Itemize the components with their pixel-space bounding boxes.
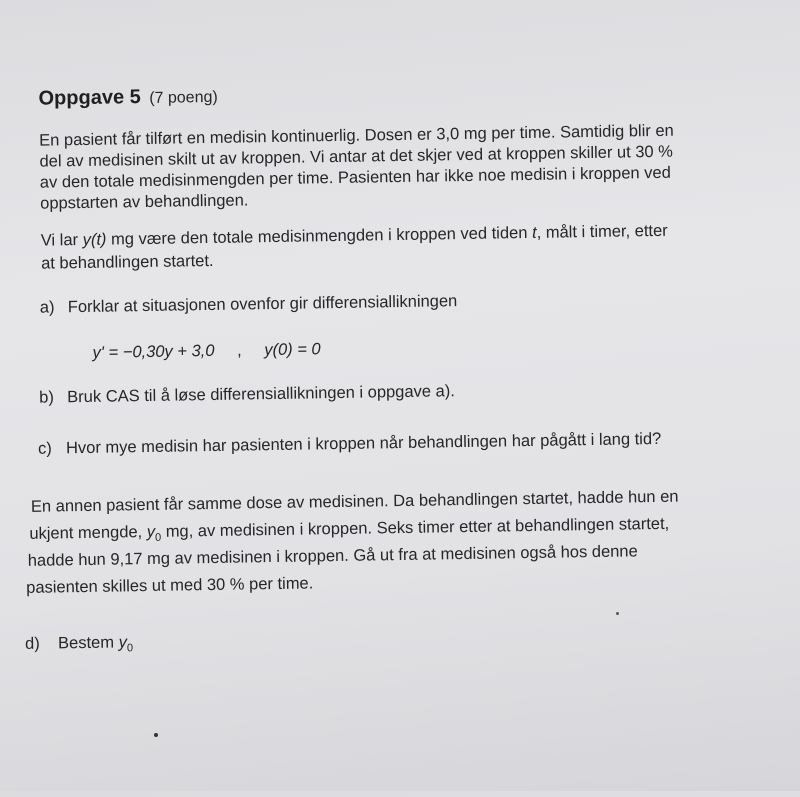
paper-speck bbox=[154, 733, 158, 737]
definition-mid: mg være den totale medisinmengden i kroppen ved tiden bbox=[106, 223, 533, 249]
definition-line-1 bbox=[41, 220, 668, 252]
intro-line-2: del av medisinen skilt ut av kroppen. Vi antar at det skjer ved at kroppen skiller ut 30 % bbox=[39, 142, 674, 171]
definition-pre: Vi lar bbox=[40, 230, 83, 250]
second-line-1: En annen pasient får samme dose av medisinen. Da behandlingen startet, hadde hun en bbox=[30, 487, 679, 516]
second-line-2-pre: ukjent mengde, bbox=[29, 523, 147, 543]
second-line-2-post: mg, av medisinen i kroppen. Seks timer etter at behandlingen startet, bbox=[161, 514, 670, 541]
question-b-text: Bruk CAS til å løse differensiallikningen i oppgave a). bbox=[67, 382, 455, 407]
question-d bbox=[25, 631, 133, 657]
intro-line-3: av den totale medisinmengden per time. Pasienten har ikke noe medisin i kroppen ved bbox=[39, 163, 671, 192]
question-d-sub: 0 bbox=[126, 642, 134, 655]
question-a bbox=[40, 290, 458, 319]
task-title: Oppgave 5 bbox=[38, 86, 141, 110]
definition-line-2: at behandlingen startet. bbox=[40, 251, 214, 273]
equation-separator: , bbox=[236, 341, 242, 360]
question-a-text: Forklar at situasjonen ovenfor gir differensiallikningen bbox=[67, 292, 458, 317]
question-c-label: c) bbox=[37, 439, 52, 458]
paper-speck bbox=[616, 612, 619, 615]
differential-equation bbox=[92, 338, 320, 364]
intro-line-4: oppstarten av behandlingen. bbox=[40, 191, 249, 213]
second-line-3: hadde hun 9,17 mg av medisinen i kroppen. Gå ut fra at medisinen også hos denne bbox=[27, 542, 638, 570]
question-a-label: a) bbox=[39, 298, 55, 317]
definition-post: , målt i timer, etter bbox=[536, 221, 668, 242]
equation-initial: y(0) = 0 bbox=[264, 340, 321, 360]
task-points: (7 poeng) bbox=[149, 88, 218, 107]
second-line-4: pasienten skilles ut med 30 % per time. bbox=[26, 574, 314, 597]
question-b bbox=[39, 380, 455, 409]
question-d-label: d) bbox=[24, 634, 40, 653]
question-c bbox=[38, 428, 662, 460]
question-d-text: Bestem bbox=[57, 633, 119, 653]
second-line-2-var: y bbox=[146, 522, 156, 542]
second-line-2-sub: 0 bbox=[155, 531, 162, 544]
definition-var: y(t) bbox=[82, 230, 107, 249]
equation-main: y' = −0,30y + 3,0 bbox=[92, 341, 215, 362]
intro-line-1: En pasient får tilført en medisin kontinuerlig. Dosen er 3,0 mg per time. Samtidig blir en bbox=[39, 121, 674, 150]
definition-t: t bbox=[531, 223, 537, 242]
question-b-label: b) bbox=[39, 388, 55, 407]
question-d-var: y bbox=[118, 633, 128, 652]
task-heading bbox=[38, 85, 218, 111]
question-c-text: Hvor mye medisin har pasienten i kroppen når behandlingen har pågått i lang tid? bbox=[65, 429, 662, 458]
